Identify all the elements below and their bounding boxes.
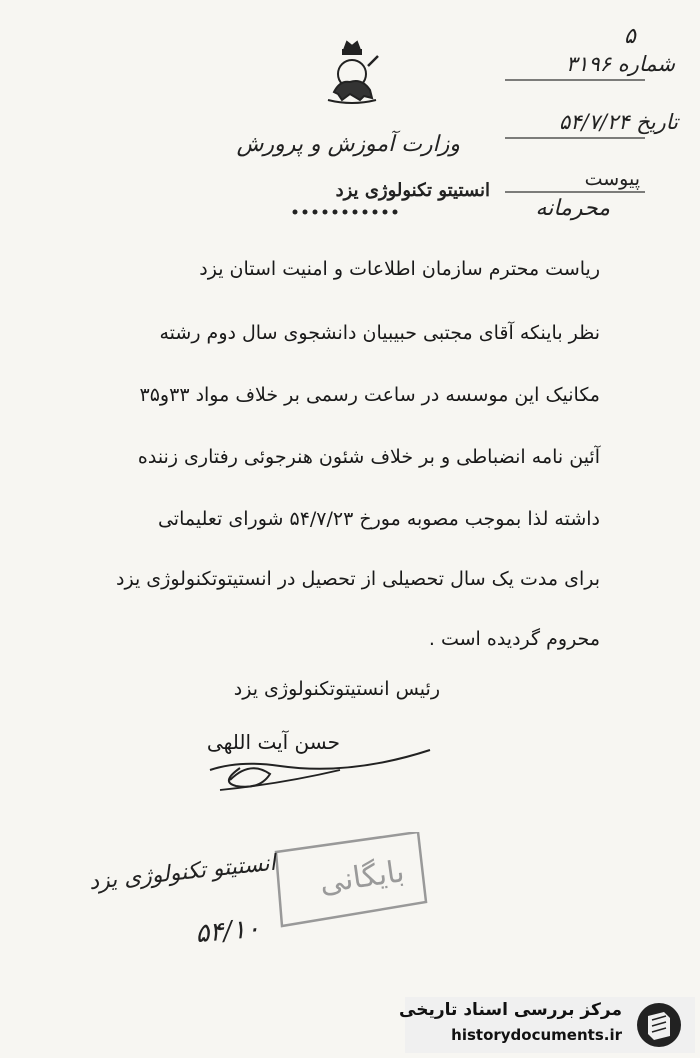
footer-org-name: مرکز بررسی اسناد تاریخی <box>399 1000 622 1020</box>
date-underline <box>505 136 645 140</box>
institute-name: انستیتو تکنولوژی یزد <box>335 180 490 201</box>
body-line: برای مدت یک سال تحصیلی از تحصیل در انستیتوتکنولوژی یزد <box>116 568 600 590</box>
salutation: ریاست محترم سازمان اطلاعات و امنیت استان یزد <box>199 258 600 280</box>
archive-stamp-text: بایگانی <box>317 854 407 901</box>
classification-note: محرمانه <box>535 196 610 221</box>
body-line: آئین نامه انضباطی و بر خلاف شئون هنرجوئی رفتاری زننده <box>137 446 600 468</box>
body-line: نظر باینکه آقای مجتبی حبیبیان دانشجوی سال دوم رشته <box>159 322 600 344</box>
handwritten-signature <box>200 740 440 800</box>
attachment-label: پیوست <box>584 168 640 190</box>
number-underline <box>505 78 645 82</box>
number-label: شماره <box>617 52 675 76</box>
attachment-underline <box>505 190 645 194</box>
body-line: مکانیک این موسسه در ساعت رسمی بر خلاف مواد ۳۳و۳۵ <box>139 384 600 406</box>
archive-logo-icon <box>634 1000 684 1050</box>
signatory-name: حسن آیت اللهی <box>206 730 340 754</box>
body-line: داشته لذا بموجب مصوبه مورخ ۵۴/۷/۲۳ شورای تعلیماتی <box>157 508 600 530</box>
footer-website: historydocuments.ir <box>451 1026 622 1044</box>
date-label: تاریخ <box>636 110 678 134</box>
corner-mark: ۵ <box>624 24 636 49</box>
number-value: ۳۱۹۶ <box>565 52 612 76</box>
number-line <box>505 52 675 76</box>
lion-and-sun-emblem <box>320 36 384 106</box>
ministry-name: وزارت آموزش و پرورش <box>236 132 460 157</box>
signatory-title: رئیس انستیتوتکنولوژی یزد <box>233 678 440 700</box>
handwritten-date: ۵۴/۱۰ <box>194 913 262 950</box>
body-line: محروم گردیده است . <box>428 628 600 650</box>
dotted-underline <box>290 208 400 216</box>
date-line <box>498 110 678 134</box>
date-value: ۵۴/۷/۲۴ <box>558 110 630 134</box>
handwritten-note: انستیتو تکنولوژی یزد <box>87 850 277 896</box>
